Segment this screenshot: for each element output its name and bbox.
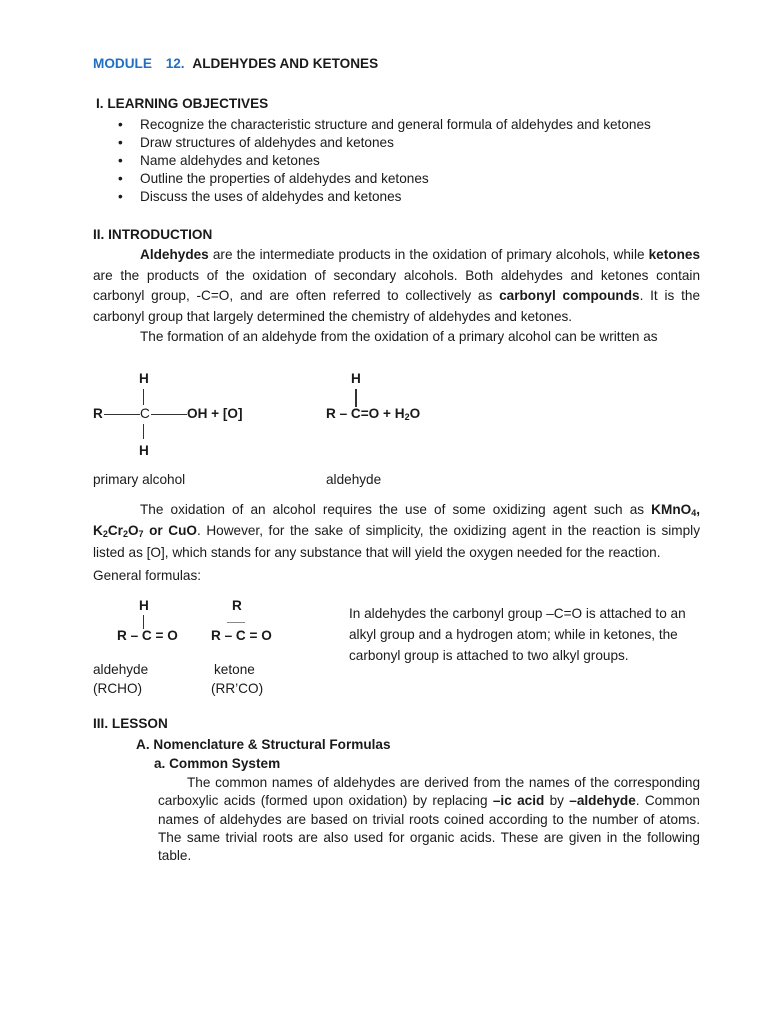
formula-part: or CuO: [143, 523, 197, 539]
subscript: 4: [691, 508, 697, 518]
intro-text-2: are the products of the oxidation of secondary alcohols. Both aldehydes and ketones contain carbonyl group, -C=O, and are often referred to collectively as: [93, 267, 700, 303]
module-number: 12.: [165, 56, 185, 71]
label-primary-alcohol: primary alcohol: [93, 472, 186, 487]
bond-line: [151, 414, 187, 415]
bond-line: [355, 389, 357, 407]
module-word: MODULE: [93, 56, 152, 71]
reactant-oh-plus-o: OH + [O]: [187, 406, 243, 421]
term-aldehyde-suffix: –aldehyde: [569, 793, 636, 809]
aldehyde-name: aldehyde: [93, 662, 149, 677]
list-item: • Name aldehydes and ketones: [118, 152, 651, 170]
bond-line: [143, 424, 144, 439]
subscript: 7: [138, 529, 144, 540]
list-item: • Draw structures of aldehydes and ketones: [118, 134, 651, 152]
formula-part: KMnO: [651, 502, 692, 517]
list-item: • Discuss the uses of aldehydes and ketones: [118, 188, 651, 206]
formula-part: O: [127, 523, 139, 539]
product-formula-end: O: [409, 406, 421, 421]
list-item: • Recognize the characteristic structure and general formula of aldehydes and ketones: [118, 116, 651, 134]
lesson-text-3: . Common names of aldehydes are based on trivial roots coined according to the number of atoms. The same trivial roots are also used for organic acids. These are given in the following table.: [158, 793, 700, 864]
subscript: 2: [122, 529, 128, 540]
bond-line: [104, 414, 140, 415]
objectives-list: [118, 116, 651, 206]
ketone-abbr: (RR’CO): [211, 681, 264, 696]
lesson-text-2: by: [544, 793, 570, 809]
common-system-paragraph: [158, 774, 700, 865]
oxidation-paragraph: [93, 501, 700, 562]
oxidation-text-1: The oxidation of an alcohol requires the use of some oxidizing agent such as: [140, 502, 652, 517]
lesson-subheading-a: A. Nomenclature & Structural Formulas: [136, 737, 391, 752]
formula-part: ,: [696, 502, 700, 517]
formula-part: Cr: [107, 523, 123, 539]
ketone-name: ketone: [214, 662, 255, 677]
aldehyde-formula: R – C = O: [117, 628, 178, 643]
oxidation-text-2: . However, for the sake of simplicity, the oxidizing agent in the reaction is simply listed as [O], which stands for any substance that will yield the oxygen needed for the reaction.: [93, 523, 701, 560]
intro-text-1: are the intermediate products in the oxidation of primary alcohols, while: [208, 247, 649, 262]
general-formulas-label: General formulas:: [93, 568, 202, 583]
intro-formation-sentence: The formation of an aldehyde from the oxidation of a primary alcohol can be written as: [140, 329, 658, 344]
aldehyde-h: H: [139, 598, 149, 613]
module-heading: ALDEHYDES AND KETONES: [192, 56, 379, 71]
bond-line: [143, 615, 144, 629]
term-ic-acid: –ic acid: [492, 793, 545, 809]
list-item: • Outline the properties of aldehydes and ketones: [118, 170, 651, 188]
formula-part: K: [93, 523, 103, 539]
general-formulas-description: In aldehydes the carbonyl group –C=O is attached to an alkyl group and a hydrogen atom; while in ketones, the carbonyl group is attached to two alkyl groups.: [349, 606, 686, 663]
reactant-r: R: [93, 406, 103, 421]
reactant-c: C: [140, 406, 150, 421]
ketone-formula: R – C = O: [211, 628, 272, 643]
lesson-heading: III. LESSON: [93, 716, 168, 731]
subscript: 2: [102, 529, 108, 540]
intro-heading: II. INTRODUCTION: [93, 227, 213, 242]
reactant-h-top: H: [139, 371, 149, 386]
reactant-h-bottom: H: [139, 443, 149, 458]
term-aldehydes: Aldehydes: [140, 247, 209, 262]
lesson-text-1: The common names of aldehydes are derived from the names of the corresponding carboxylic acids (formed upon oxidation) by replacing: [158, 775, 700, 809]
module-title: [93, 56, 378, 71]
product-formula-main: R – C=O + H: [326, 406, 405, 421]
intro-paragraph: [93, 245, 700, 327]
objectives-heading: I. LEARNING OBJECTIVES: [96, 96, 269, 111]
formula-kmno4: [651, 502, 700, 517]
term-ketones: ketones: [648, 247, 700, 262]
product-h-top: H: [351, 371, 361, 386]
term-carbonyl-compounds: carbonyl compounds: [499, 288, 640, 303]
intro-text-3: . It is the carbonyl group that largely determined the chemistry of aldehydes and ketones.: [93, 288, 701, 324]
product-formula: [326, 406, 420, 422]
formula-k2cr2o7: [93, 523, 197, 538]
ketone-r: R: [232, 598, 242, 613]
bond-line: [227, 622, 245, 623]
label-aldehyde: aldehyde: [326, 472, 382, 487]
aldehyde-abbr: (RCHO): [93, 681, 143, 696]
lesson-subheading-common: a. Common System: [154, 756, 281, 771]
bond-line: [143, 389, 144, 405]
subscript: 2: [404, 412, 410, 422]
